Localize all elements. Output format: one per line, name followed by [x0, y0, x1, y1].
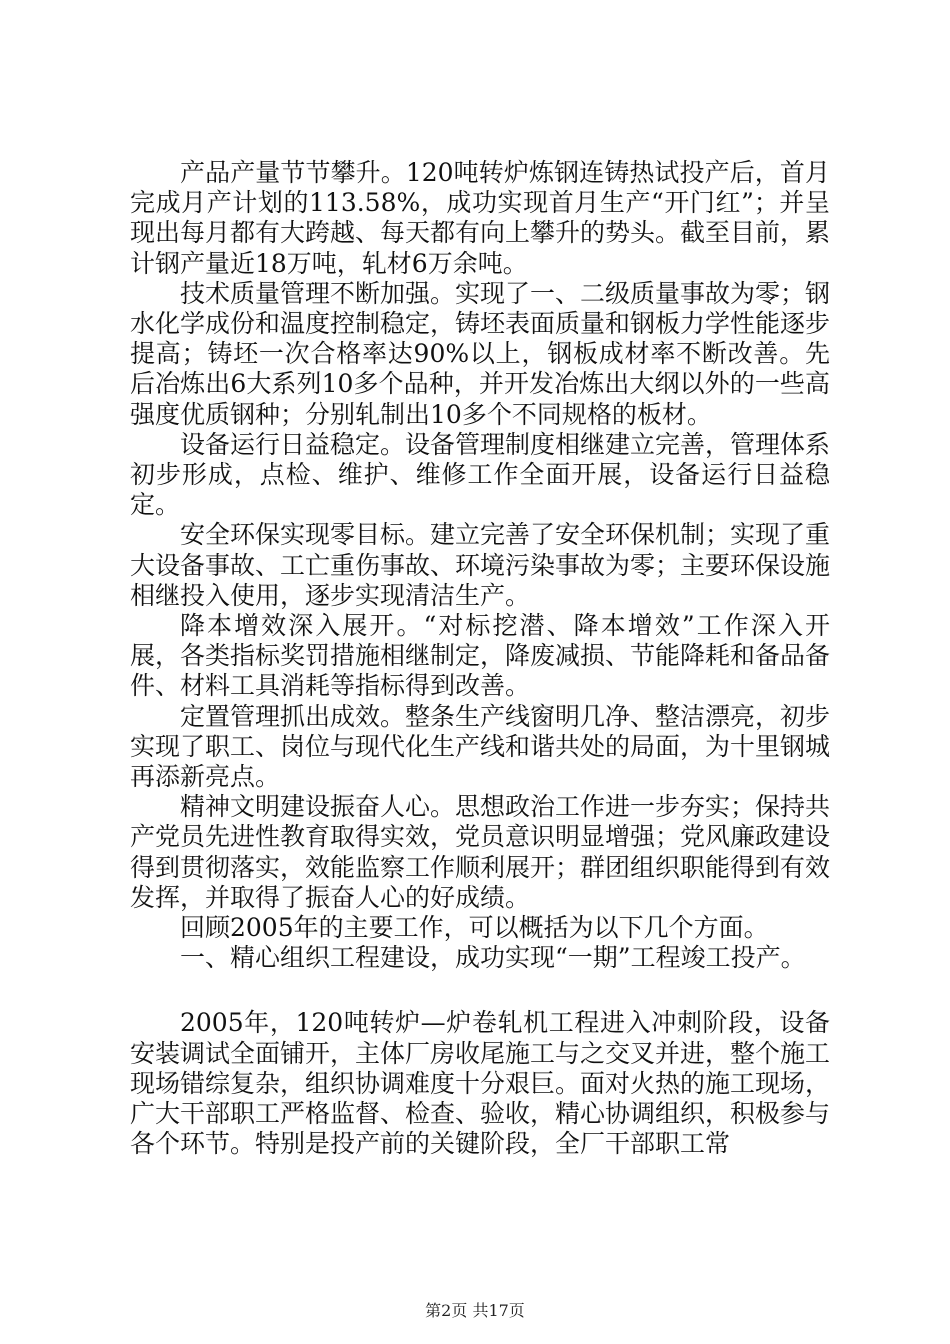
page-number: 第2页 共17页: [425, 1301, 525, 1320]
paragraph-placement: 定置管理抓出成效。整条生产线窗明几净、整洁漂亮，初步实现了职工、岗位与现代化生产线和谐共处的局面，为十里钢城再添新亮点。: [130, 701, 831, 792]
document-body: [130, 158, 830, 1160]
paragraph-safety: 安全环保实现零目标。建立完善了安全环保机制；实现了重大设备事故、工亡重伤事故、环境污染事故为零；主要环保设施相继投入使用，逐步实现清洁生产。: [130, 520, 831, 610]
paragraph-equipment: 设备运行日益稳定。设备管理制度相继建立完善，管理体系初步形成，点检、维护、维修工作全面开展，设备运行日益稳定。: [130, 429, 831, 520]
section-heading-one: 一、精心组织工程建设，成功实现“一期”工程竣工投产。: [180, 943, 806, 973]
paragraph-output: 产品产量节节攀升。120吨转炉炼钢连铸热试投产后，首月完成月产计划的113.58%，成功实现首月生产“开门红”；并呈现出每月都有大跨越、每天都有向上攀升的势头。截至目前，累计钢产量近18万吨，轧材6万余吨。: [130, 158, 831, 278]
paragraph-culture: 精神文明建设振奋人心。思想政治工作进一步夯实；保持共产党员先进性教育取得实效，党员意识明显增强；党风廉政建设得到贯彻落实，效能监察工作顺利展开；群团组织职能得到有效发挥，并取得了振奋人心的好成绩。: [130, 792, 831, 912]
paragraph-2005-project: 2005年，120吨转炉—炉卷轧机工程进入冲刺阶段，设备安装调试全面铺开，主体厂房收尾施工与之交叉并进，整个施工现场错综复杂，组织协调难度十分艰巨。面对火热的施工现场，广大干部职工严格监督、检查、验收，精心协调组织，积极参与各个环节。特别是投产前的关键阶段，全厂干部职工常: [130, 1008, 831, 1159]
paragraph-gap: [130, 973, 830, 1008]
paragraph-cost: 降本增效深入展开。“对标挖潜、降本增效”工作深入开展，各类指标奖罚措施相继制定，降废减损、节能降耗和备品备件、材料工具消耗等指标得到改善。: [130, 611, 831, 701]
paragraph-review: 回顾2005年的主要工作，可以概括为以下几个方面。: [180, 913, 769, 943]
paragraph-quality: 技术质量管理不断加强。实现了一、二级质量事故为零；钢水化学成份和温度控制稳定，铸坯表面质量和钢板力学性能逐步提高；铸坯一次合格率达90%以上，钢板成材率不断改善。先后冶炼出6大系列10多个品种，并开发冶炼出大纲以外的一些高强度优质钢种；分别轧制出10多个不同规格的板材。: [130, 278, 831, 429]
